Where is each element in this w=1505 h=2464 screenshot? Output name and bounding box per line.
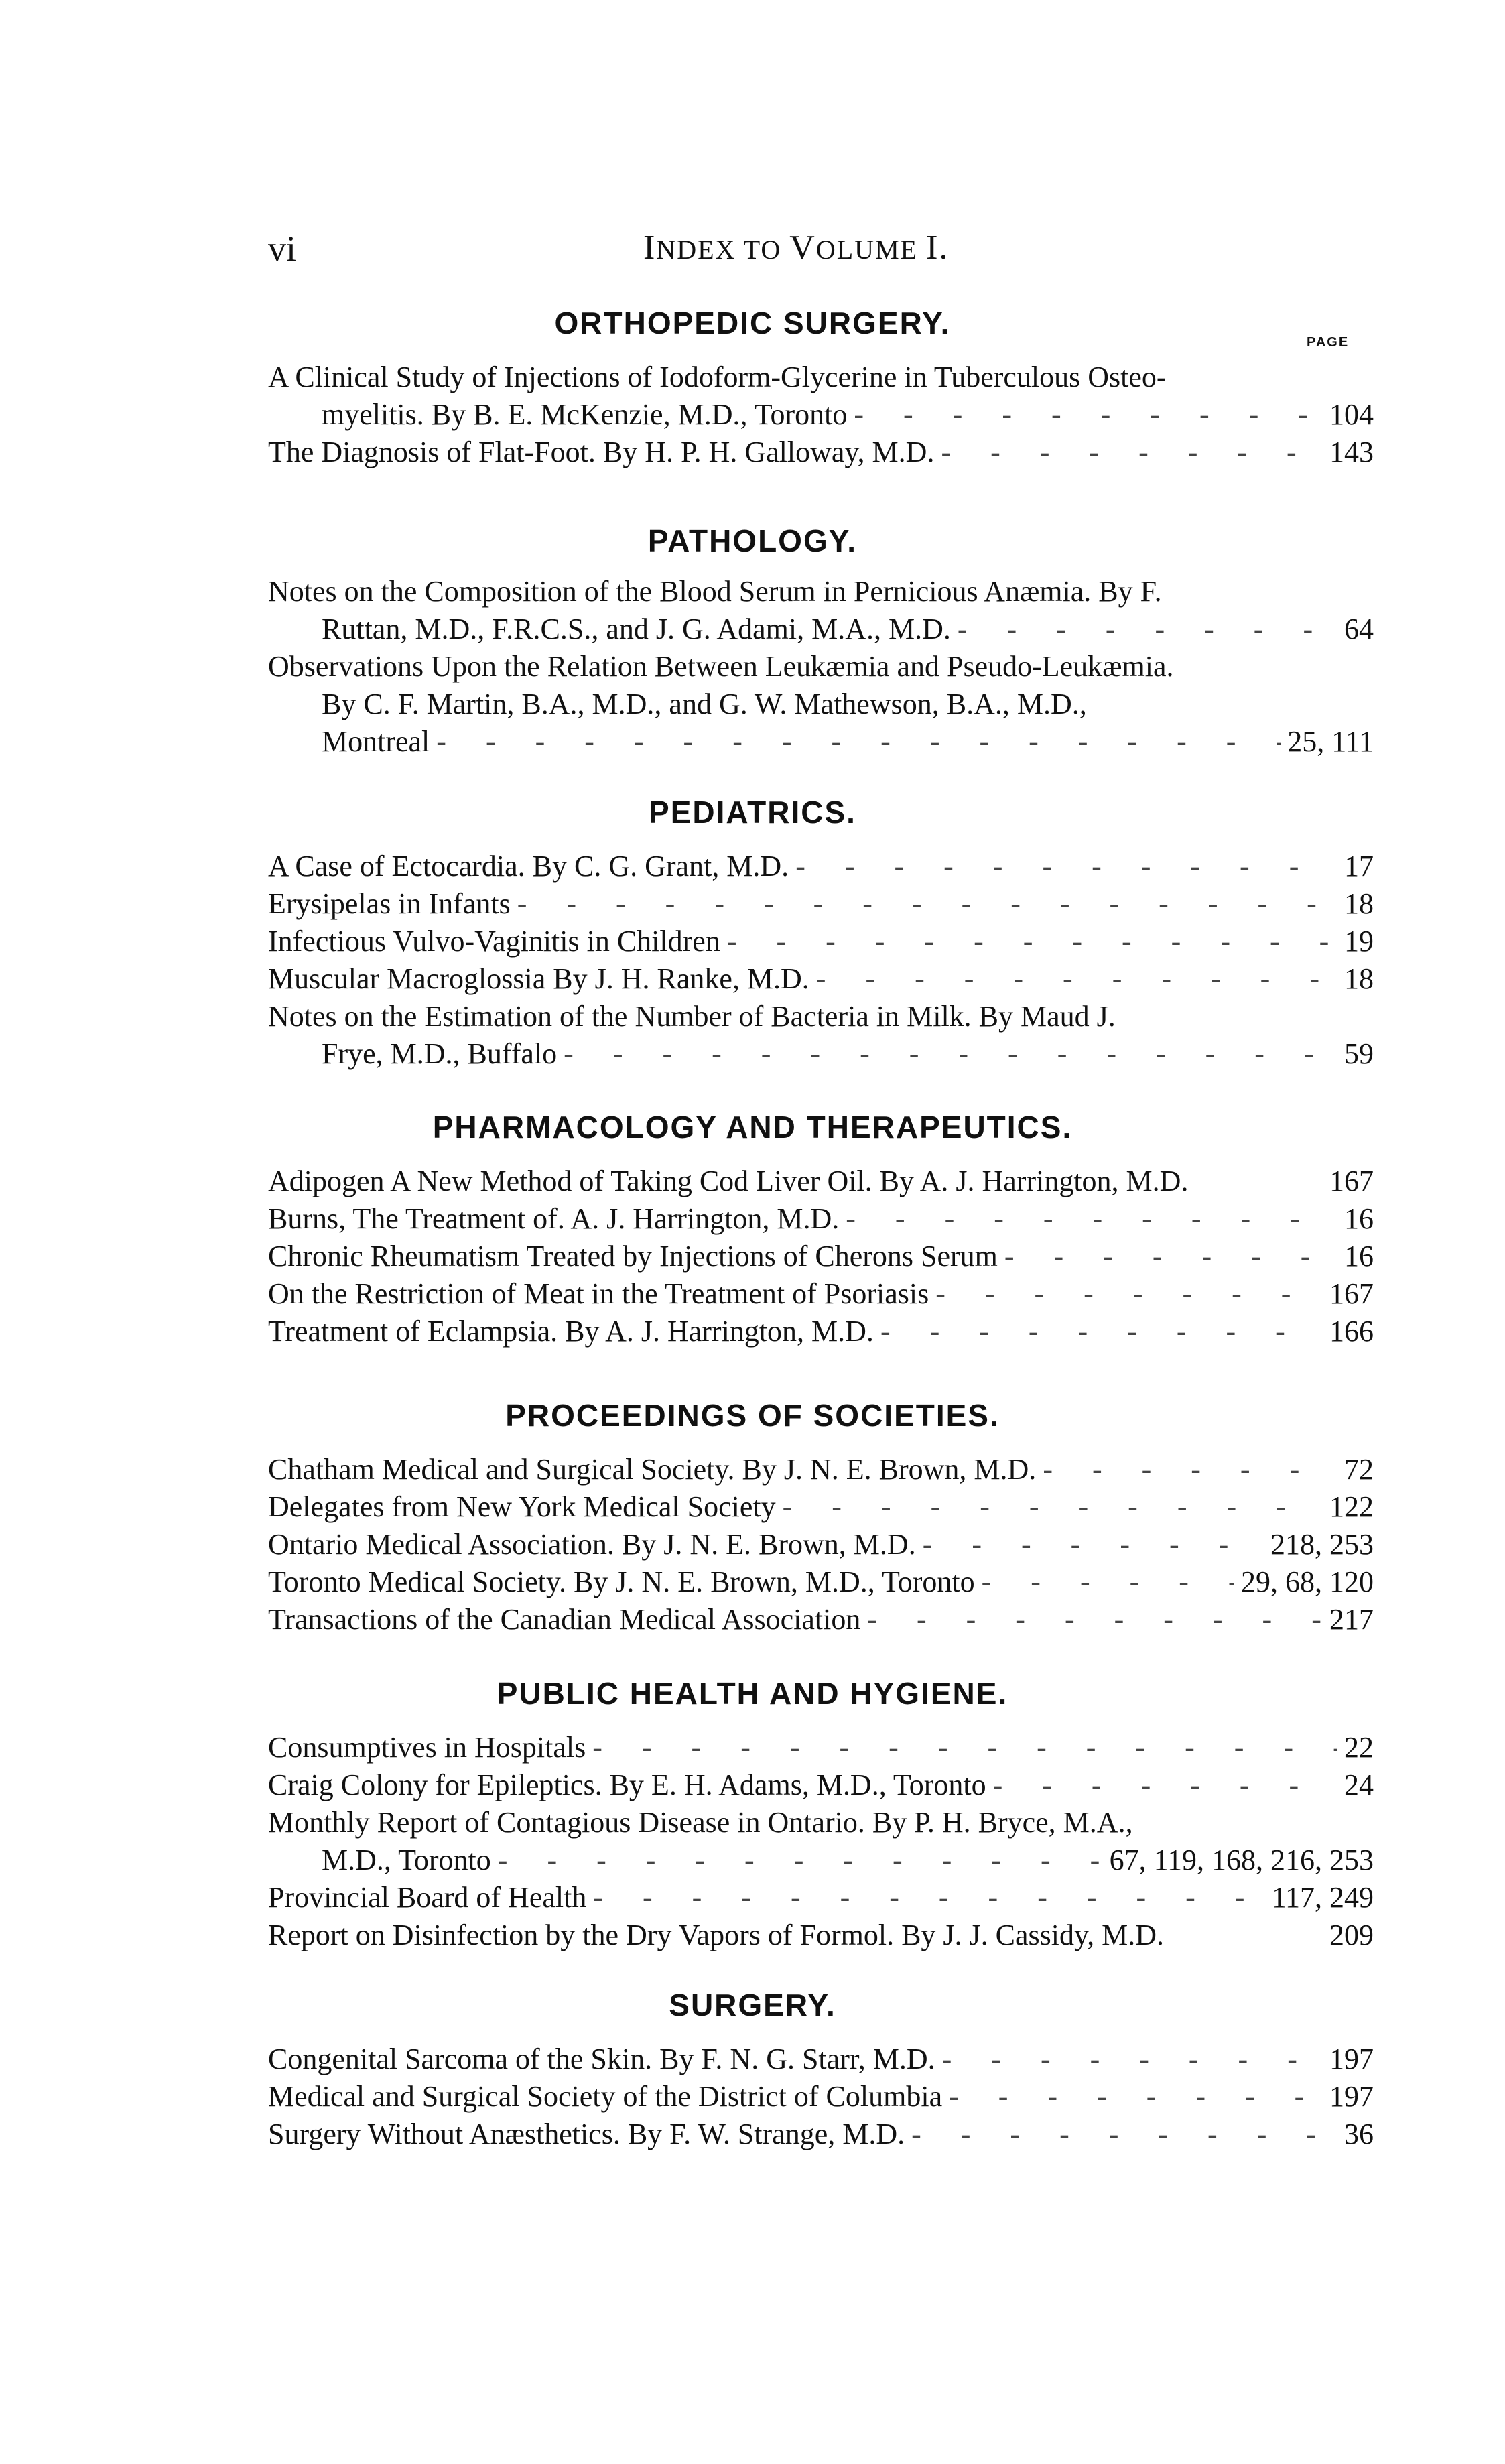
- leader-dots: [789, 848, 1337, 885]
- index-entry: [268, 1804, 1374, 1879]
- leader-dots: [839, 1200, 1337, 1238]
- page-reference: 197: [1329, 2080, 1374, 2113]
- section-title: SURGERY.: [669, 1988, 836, 2022]
- section-title: ORTHOPEDIC SURGERY.: [554, 306, 951, 340]
- section-title: PEDIATRICS.: [649, 795, 856, 830]
- index-entry: [268, 1917, 1374, 1954]
- section-title: PATHOLOGY.: [647, 523, 858, 558]
- entry-text: Ruttan, M.D., F.R.C.S., and J. G. Adami, M.A., M.D.: [322, 612, 951, 645]
- leader-dots: [720, 923, 1337, 960]
- page-reference: 217: [1329, 1603, 1374, 1636]
- entry-text: Burns, The Treatment of. A. J. Harrington, M.D.: [268, 1202, 840, 1235]
- page-reference: 64: [1344, 612, 1374, 645]
- index-entry: [268, 848, 1374, 885]
- running-head-cap: I: [643, 229, 657, 267]
- entry-text: Provincial Board of Health: [268, 1881, 587, 1914]
- entry-text: Erysipelas in Infants: [268, 887, 511, 920]
- section-title: PROCEEDINGS OF SOCIETIES.: [505, 1398, 1000, 1433]
- index-entry: [268, 1275, 1374, 1313]
- leader-dots: [942, 2078, 1323, 2116]
- index-entry: [268, 1488, 1374, 1526]
- index-entry: [268, 923, 1374, 960]
- running-head-cap: V: [789, 229, 816, 267]
- index-entry: [268, 1238, 1374, 1275]
- page-reference: 22: [1344, 1731, 1374, 1764]
- entry-text: Congenital Sarcoma of the Skin. By F. N. G. Starr, M.D.: [268, 2042, 935, 2075]
- entry-text: Infectious Vulvo-Vaginitis in Children: [268, 925, 720, 958]
- page-reference: 59: [1344, 1037, 1374, 1070]
- page-reference: 218, 253: [1270, 1528, 1374, 1561]
- running-head-num: I.: [926, 229, 950, 267]
- entry-text: Delegates from New York Medical Society: [268, 1490, 776, 1523]
- index-entry: [268, 1601, 1374, 1638]
- page-reference: 25, 111: [1287, 725, 1374, 758]
- entry-text: Report on Disinfection by the Dry Vapors of Formol. By J. J. Cassidy, M.D.: [268, 1919, 1165, 1951]
- entry-text: Montreal: [322, 725, 430, 758]
- leader-dots: [430, 723, 1281, 761]
- page-reference: 167: [1329, 1277, 1374, 1310]
- leader-dots: [929, 1275, 1323, 1313]
- section-title: PUBLIC HEALTH AND HYGIENE.: [497, 1676, 1008, 1711]
- entry-text: The Diagnosis of Flat-Foot. By H. P. H. Galloway, M.D.: [268, 436, 935, 468]
- leader-dots: [847, 396, 1323, 434]
- index-entry: [268, 1163, 1374, 1200]
- leader-dots: [557, 1035, 1337, 1073]
- index-entry: [268, 998, 1374, 1073]
- index-entry: [268, 1729, 1374, 1766]
- leader-dots: [511, 885, 1337, 923]
- index-entry: [268, 2078, 1374, 2116]
- index-entry: [268, 1879, 1374, 1917]
- leader-dots: [586, 1729, 1337, 1766]
- page-reference: 24: [1344, 1768, 1374, 1801]
- page-reference: 104: [1329, 398, 1374, 431]
- entry-text: Toronto Medical Society. By J. N. E. Brown, M.D., Toronto: [268, 1565, 975, 1598]
- entry-text: Surgery Without Anæsthetics. By F. W. Strange, M.D.: [268, 2118, 905, 2150]
- page-column-label: PAGE: [1307, 335, 1350, 350]
- page-reference: 18: [1344, 887, 1374, 920]
- page-reference: 72: [1344, 1453, 1374, 1486]
- leader-dots: [874, 1313, 1323, 1350]
- entry-text: Frye, M.D., Buffalo: [322, 1037, 558, 1070]
- leader-dots: [951, 610, 1337, 648]
- page-reference: 29, 68, 120: [1241, 1565, 1374, 1598]
- index-entry: [268, 359, 1374, 434]
- leader-dots: [586, 1879, 1264, 1917]
- entry-text: A Clinical Study of Injections of Iodoform-Glycerine in Tuberculous Osteo-: [268, 361, 1167, 393]
- entry-text: Transactions of the Canadian Medical Association: [268, 1603, 861, 1636]
- entry-text: Craig Colony for Epileptics. By E. H. Adams, M.D., Toronto: [268, 1768, 986, 1801]
- leader-dots: [935, 2040, 1323, 2078]
- page-reference: 167: [1329, 1165, 1374, 1197]
- page-reference: 122: [1329, 1490, 1374, 1523]
- leader-dots: [905, 2116, 1337, 2153]
- entry-text: Consumptives in Hospitals: [268, 1731, 586, 1764]
- entry-text: Notes on the Estimation of the Number of Bacteria in Milk. By Maud J.: [268, 1000, 1116, 1033]
- index-entry: [268, 2116, 1374, 2153]
- leader-dots: [1036, 1451, 1337, 1488]
- page-reference: 197: [1329, 2042, 1374, 2075]
- entry-text: myelitis. By B. E. McKenzie, M.D., Toronto: [322, 398, 848, 431]
- leader-dots: [998, 1238, 1337, 1275]
- leader-dots: [776, 1488, 1323, 1526]
- page-number: vi: [268, 229, 297, 269]
- index-entry: [268, 1766, 1374, 1804]
- page-reference: 36: [1344, 2118, 1374, 2150]
- running-head-small: NDEX TO: [656, 235, 790, 265]
- index-entry: [268, 1526, 1374, 1563]
- page-reference: 143: [1329, 436, 1374, 468]
- entry-text: Notes on the Composition of the Blood Serum in Pernicious Anæmia. By F.: [268, 575, 1162, 608]
- section-title: PHARMACOLOGY AND THERAPEUTICS.: [432, 1110, 1073, 1145]
- entry-text: On the Restriction of Meat in the Treatment of Psoriasis: [268, 1277, 929, 1310]
- entry-text: Medical and Surgical Society of the District of Columbia: [268, 2080, 943, 2113]
- leader-dots: [491, 1841, 1103, 1879]
- page-reference: 117, 249: [1271, 1881, 1374, 1914]
- leader-dots: [916, 1526, 1264, 1563]
- leader-dots: [860, 1601, 1323, 1638]
- page-reference: 19: [1344, 925, 1374, 958]
- entry-text: Observations Upon the Relation Between Leukæmia and Pseudo-Leukæmia.: [268, 650, 1174, 683]
- page-reference: 209: [1329, 1919, 1374, 1951]
- index-entry: [268, 1451, 1374, 1488]
- page-reference: 16: [1344, 1202, 1374, 1235]
- entry-text: Monthly Report of Contagious Disease in Ontario. By P. H. Bryce, M.A.,: [268, 1806, 1133, 1839]
- index-entry: [268, 1563, 1374, 1601]
- entry-text: Treatment of Eclampsia. By A. J. Harrington, M.D.: [268, 1315, 874, 1348]
- page-reference: 166: [1329, 1315, 1374, 1348]
- entry-text: Chatham Medical and Surgical Society. By J. N. E. Brown, M.D.: [268, 1453, 1037, 1486]
- leader-dots: [986, 1766, 1337, 1804]
- page-reference: 18: [1344, 962, 1374, 995]
- running-head-small: OLUME: [815, 235, 927, 265]
- entry-text: Chronic Rheumatism Treated by Injections of Cherons Serum: [268, 1240, 998, 1273]
- index-entry: [268, 573, 1374, 648]
- entry-text: By C. F. Martin, B.A., M.D., and G. W. Mathewson, B.A., M.D.,: [322, 688, 1087, 720]
- entry-text: A Case of Ectocardia. By C. G. Grant, M.D.: [268, 850, 789, 883]
- page-reference: 17: [1344, 850, 1374, 883]
- index-entry: [268, 648, 1374, 761]
- index-entry: [268, 960, 1374, 998]
- page-reference: 16: [1344, 1240, 1374, 1273]
- leader-dots: [934, 434, 1323, 471]
- entry-text: Muscular Macroglossia By J. H. Ranke, M.D.: [268, 962, 809, 995]
- running-head: [643, 228, 949, 267]
- entry-text: Adipogen A New Method of Taking Cod Liver Oil. By A. J. Harrington, M.D.: [268, 1165, 1189, 1197]
- index-entry: [268, 2040, 1374, 2078]
- index-entry: [268, 1200, 1374, 1238]
- leader-dots: [975, 1563, 1234, 1601]
- entry-text: Ontario Medical Association. By J. N. E. Brown, M.D.: [268, 1528, 916, 1561]
- entry-text: M.D., Toronto: [322, 1843, 491, 1876]
- leader-dots: [809, 960, 1337, 998]
- index-entry: [268, 1313, 1374, 1350]
- index-entry: [268, 434, 1374, 471]
- page-reference: 67, 119, 168, 216, 253: [1109, 1843, 1374, 1876]
- index-entry: [268, 885, 1374, 923]
